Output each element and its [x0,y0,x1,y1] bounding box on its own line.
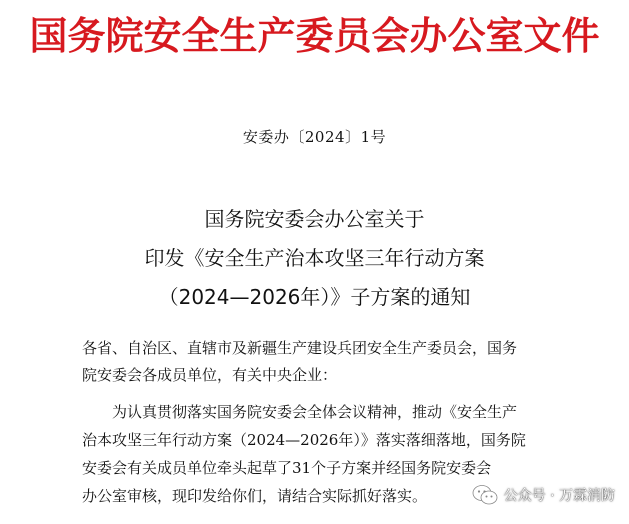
body-line-1: 各省、自治区、直辖市及新疆生产建设兵团安全生产委员会，国务 [82,339,518,357]
notice-title-line-2: 印发《安全生产治本攻坚三年行动方案 [144,246,485,270]
watermark-text: 公众号 · 万霖消防 [503,488,615,504]
body-line-5: 安委会有关成员单位牵头起草了31个子方案并经国务院安委会 [82,459,492,477]
account-watermark [472,484,615,506]
masthead-title: 国务院安全生产委员会办公室文件 [29,14,600,58]
body-line-2: 院安委会各成员单位，有关中央企业： [82,366,338,384]
body-line-6: 办公室审核，现印发给你们，请结合实际抓好落实。 [82,487,428,505]
notice-title-line-1: 国务院安委会办公室关于 [204,207,425,231]
body-line-3: 为认真贯彻落实国务院安委会全体会议精神，推动《安全生产 [82,403,518,421]
notice-title-line-3: （2024—2026年）》子方案的通知 [158,285,471,309]
document-number: 安委办〔2024〕1号 [242,128,387,146]
wechat-icon [472,484,498,506]
body-line-4: 治本攻坚三年行动方案（2024—2026年）》落实落细落地，国务院 [82,431,526,449]
